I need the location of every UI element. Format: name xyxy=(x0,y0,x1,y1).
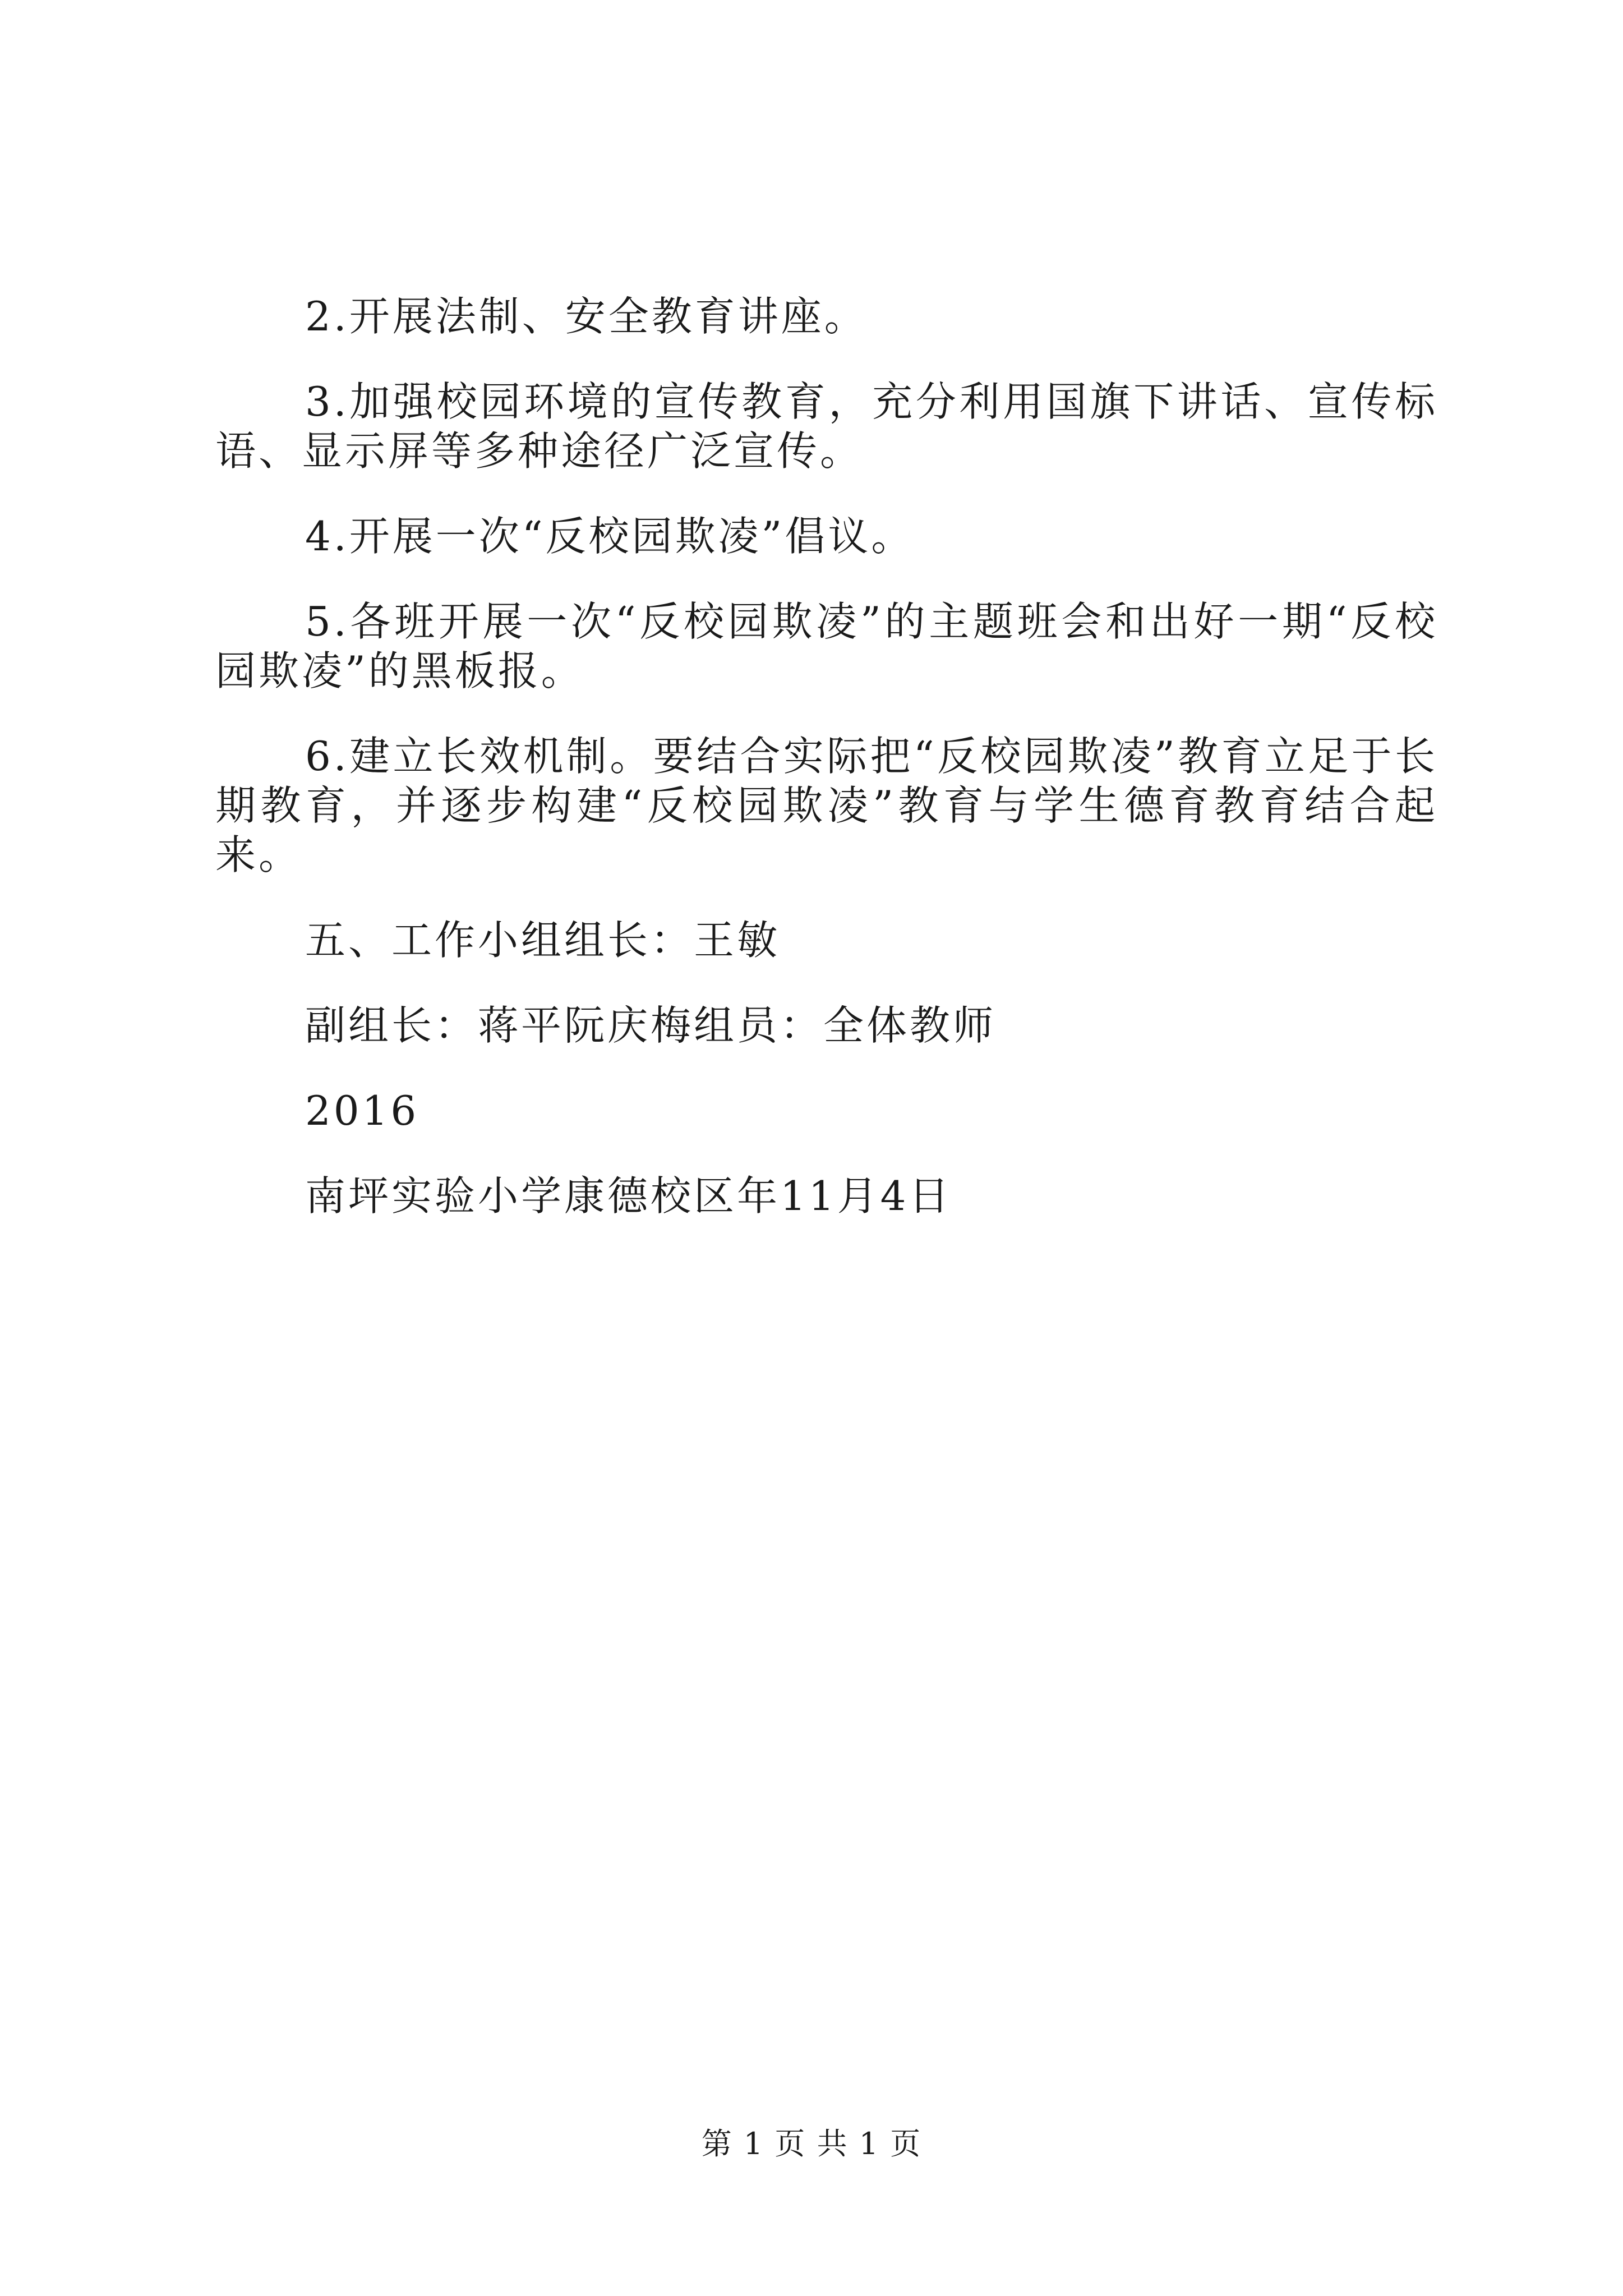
paragraph-signature-date: 南坪实验小学康德校区年11月4日 xyxy=(305,1172,952,1220)
paragraph-item-2: 2.开展法制、安全教育讲座。 xyxy=(305,293,868,340)
paragraph-work-group-leader: 五、工作小组组长：王敏 xyxy=(305,917,781,964)
document-body xyxy=(215,292,1438,1221)
paragraph-item-3: 3.加强校园环境的宣传教育，充分利用国旗下讲话、宣传标语、显示屏等多种途径广泛宣传。 xyxy=(215,378,1438,475)
paragraph-year: 2016 xyxy=(305,1087,419,1134)
paragraph-deputy-and-members: 副组长：蒋平阮庆梅组员：全体教师 xyxy=(305,1002,997,1049)
paragraph-item-5: 5.各班开展一次“反校园欺凌”的主题班会和出好一期“反校园欺凌”的黑板报。 xyxy=(215,598,1438,694)
paragraph-item-6: 6.建立长效机制。要结合实际把“反校园欺凌”教育立足于长期教育，并逐步构建“反校园欺凌”教育与学生德育教育结合起来。 xyxy=(215,733,1438,878)
paragraph-item-4: 4.开展一次“反校园欺凌”倡议。 xyxy=(305,513,915,560)
page-number-footer: 第 1 页 共 1 页 xyxy=(701,2126,922,2161)
